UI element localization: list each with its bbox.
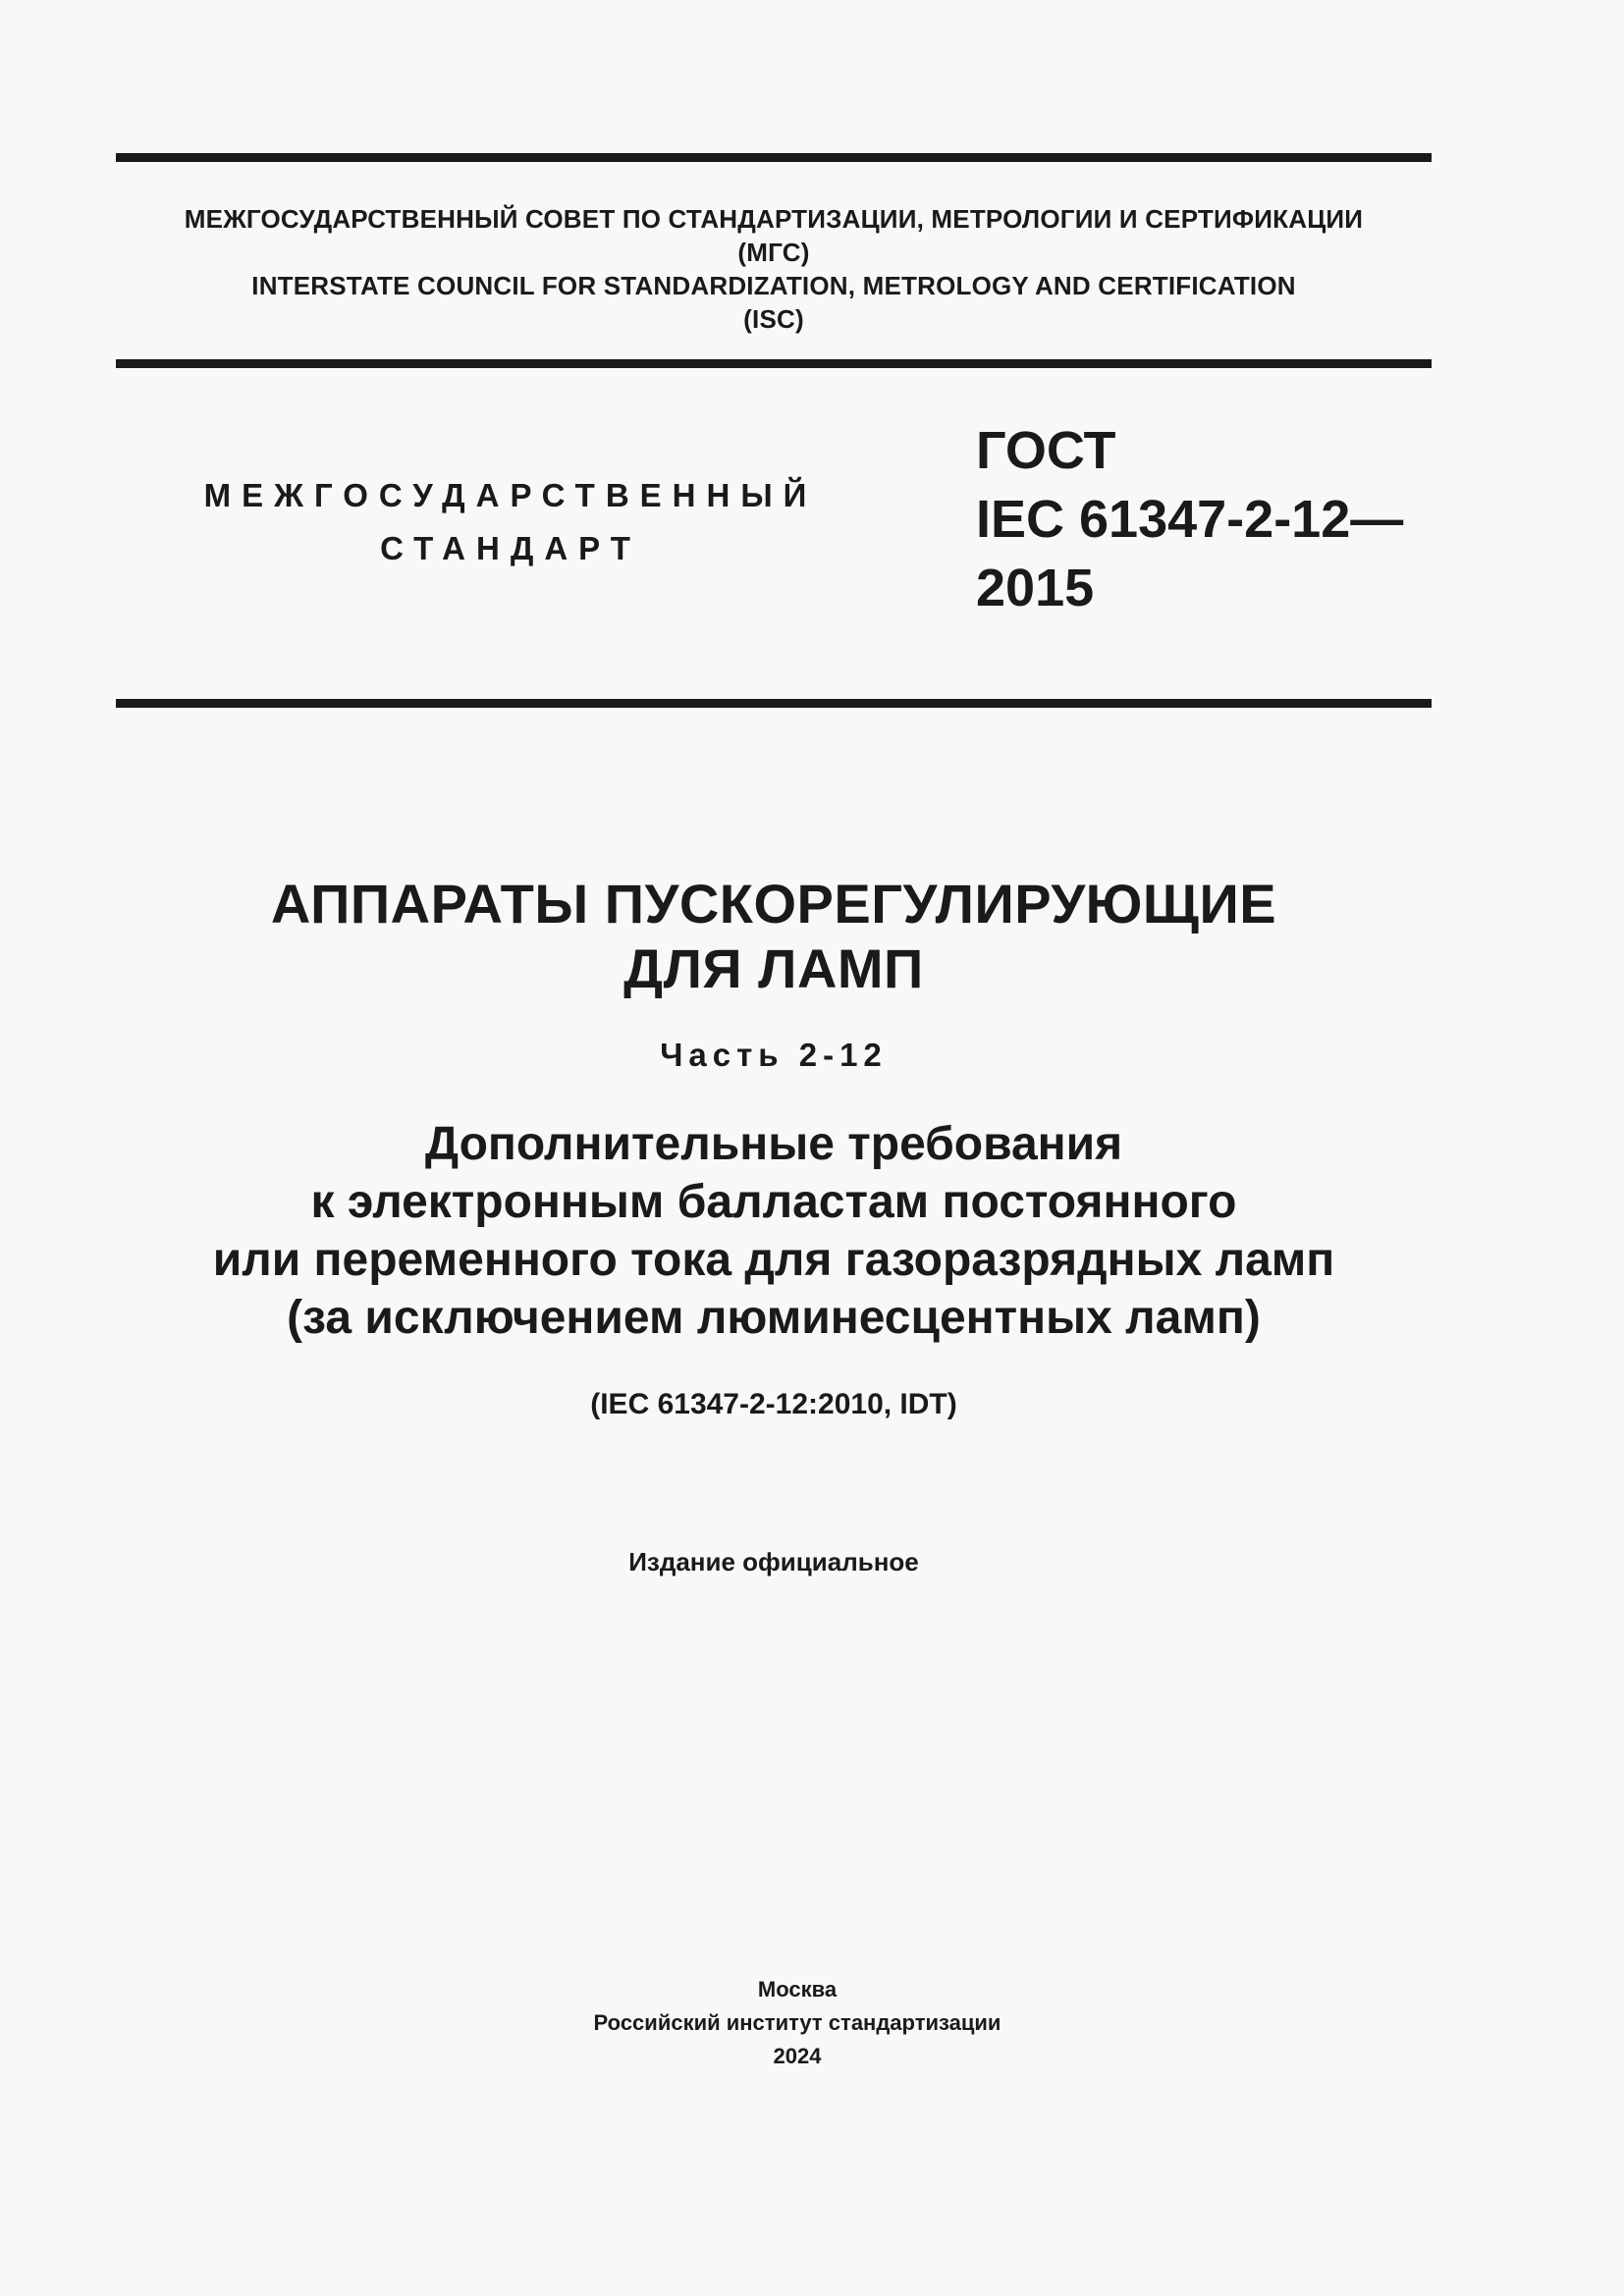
subtitle-line: к электронным балластам постоянного bbox=[310, 1176, 1237, 1228]
imprint bbox=[116, 1973, 1479, 2073]
iec-reference: (IEC 61347-2-12:2010, IDT) bbox=[590, 1388, 957, 1420]
part-number: Часть 2-12 bbox=[660, 1037, 888, 1073]
subtitle-line: или переменного тока для газоразрядных ламп bbox=[212, 1234, 1335, 1286]
subtitle bbox=[116, 1115, 1432, 1347]
header-bottom-rule bbox=[116, 359, 1432, 368]
designation-line1: ГОСТ bbox=[976, 421, 1116, 480]
edition-note: Издание официальное bbox=[628, 1547, 919, 1576]
standard-designation bbox=[976, 416, 1403, 622]
imprint-city: Москва bbox=[757, 1977, 838, 2002]
main-title bbox=[116, 872, 1432, 1001]
main-title-line1: АППАРАТЫ ПУСКОРЕГУЛИРУЮЩИЕ bbox=[270, 873, 1277, 934]
standard-type-line1: МЕЖГОСУДАРСТВЕННЫЙ bbox=[203, 477, 818, 513]
subtitle-line: Дополнительные требования bbox=[424, 1118, 1123, 1170]
imprint-year: 2024 bbox=[773, 2044, 822, 2068]
council-ru-abbr: (МГС) bbox=[737, 238, 810, 267]
council-header bbox=[116, 202, 1432, 336]
main-title-line2: ДЛЯ ЛАМП bbox=[623, 937, 924, 999]
standard-type-line2: СТАНДАРТ bbox=[380, 530, 641, 566]
designation-line2: IEC 61347-2-12— bbox=[976, 490, 1404, 549]
top-rule bbox=[116, 153, 1432, 162]
council-en: INTERSTATE COUNCIL FOR STANDARDIZATION, METROLOGY AND CERTIFICATION bbox=[251, 271, 1296, 300]
subtitle-line: (за исключением люминесцентных ламп) bbox=[287, 1292, 1261, 1344]
council-en-abbr: (ISC) bbox=[743, 304, 804, 334]
designation-bottom-rule bbox=[116, 699, 1432, 708]
title-block bbox=[116, 872, 1432, 1578]
council-ru: МЕЖГОСУДАРСТВЕННЫЙ СОВЕТ ПО СТАНДАРТИЗАЦИИ, МЕТРОЛОГИИ И СЕРТИФИКАЦИИ bbox=[184, 204, 1364, 234]
standard-type bbox=[177, 469, 844, 575]
imprint-publisher: Российский институт стандартизации bbox=[593, 2010, 1001, 2035]
designation-line3: 2015 bbox=[976, 559, 1095, 617]
